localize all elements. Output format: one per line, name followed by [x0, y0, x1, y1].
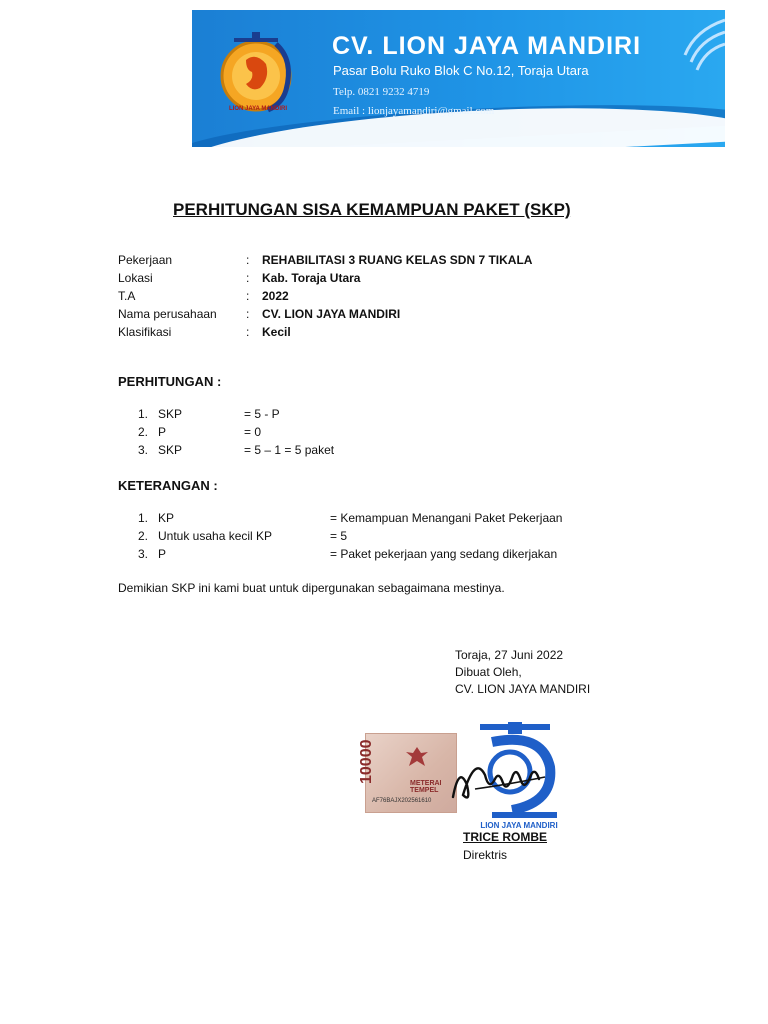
info-value: Kab. Toraja Utara [262, 271, 361, 285]
stamp-text: LION JAYA MANDIRI [480, 821, 558, 830]
garuda-icon [404, 744, 430, 770]
info-value: 2022 [262, 289, 289, 303]
company-phone: Telp. 0821 9232 4719 [333, 86, 430, 98]
item-value: = 0 [244, 425, 262, 439]
info-label: Klasifikasi [118, 325, 172, 339]
info-colon: : [246, 253, 250, 267]
info-colon: : [246, 307, 250, 321]
item-key: KP [158, 511, 175, 525]
document-title: PERHITUNGAN SISA KEMAMPUAN PAKET (SKP) [173, 200, 571, 219]
item-key: P [158, 425, 167, 439]
signature-block [455, 648, 590, 699]
info-colon: : [246, 271, 250, 285]
item-number: 2. [138, 529, 149, 543]
info-label: Nama perusahaan [118, 307, 217, 321]
info-colon: : [246, 325, 250, 339]
info-label: T.A [118, 289, 136, 303]
item-number: 1. [138, 511, 149, 525]
company-name: CV. LION JAYA MANDIRI [332, 32, 642, 60]
meterai-stamp [358, 733, 457, 813]
info-colon: : [246, 289, 250, 303]
item-value: = Paket pekerjaan yang sedang dikerjakan [330, 547, 558, 561]
signer-role: Direktris [463, 848, 507, 862]
item-key: P [158, 547, 167, 561]
meterai-label: METERAI TEMPEL [410, 780, 442, 794]
info-value: REHABILITASI 3 RUANG KELAS SDN 7 TIKALA [262, 253, 533, 267]
keterangan-heading: KETERANGAN : [118, 478, 218, 493]
item-key: SKP [158, 443, 183, 457]
company-address: Pasar Bolu Ruko Blok C No.12, Toraja Utara [333, 63, 589, 78]
logo-caption: LION JAYA MANDIRI [228, 106, 287, 112]
item-key: Untuk usaha kecil KP [158, 529, 273, 543]
meterai-code: AF76BAJX202561610 [372, 798, 432, 804]
handwritten-signature-icon [445, 745, 565, 815]
company-email: Email : lionjayamandiri@gmail.com [333, 105, 495, 117]
perhitungan-heading: PERHITUNGAN : [118, 374, 222, 389]
item-value: = 5 [330, 529, 348, 543]
info-label: Lokasi [118, 271, 153, 285]
letterhead-banner [192, 10, 725, 147]
item-number: 3. [138, 443, 149, 457]
place-date: Toraja, 27 Juni 2022 [455, 648, 564, 662]
arc-decoration-icon [645, 10, 725, 90]
made-by: Dibuat Oleh, [455, 665, 522, 679]
closing-statement: Demikian SKP ini kami buat untuk dipergunakan sebagaimana mestinya. [118, 581, 505, 595]
info-value: CV. LION JAYA MANDIRI [262, 307, 401, 321]
item-number: 3. [138, 547, 149, 561]
item-key: SKP [158, 407, 183, 421]
item-value: = 5 – 1 = 5 paket [244, 443, 335, 457]
meterai-value: 10000 [358, 739, 375, 784]
signer-name: TRICE ROMBE [463, 830, 547, 844]
signer-company: CV. LION JAYA MANDIRI [455, 682, 591, 696]
item-number: 1. [138, 407, 149, 421]
info-label: Pekerjaan [118, 253, 173, 267]
item-number: 2. [138, 425, 149, 439]
info-value: Kecil [262, 325, 291, 339]
item-value: = Kemampuan Menangani Paket Pekerjaan [330, 511, 563, 525]
item-value: = 5 - P [244, 407, 280, 421]
